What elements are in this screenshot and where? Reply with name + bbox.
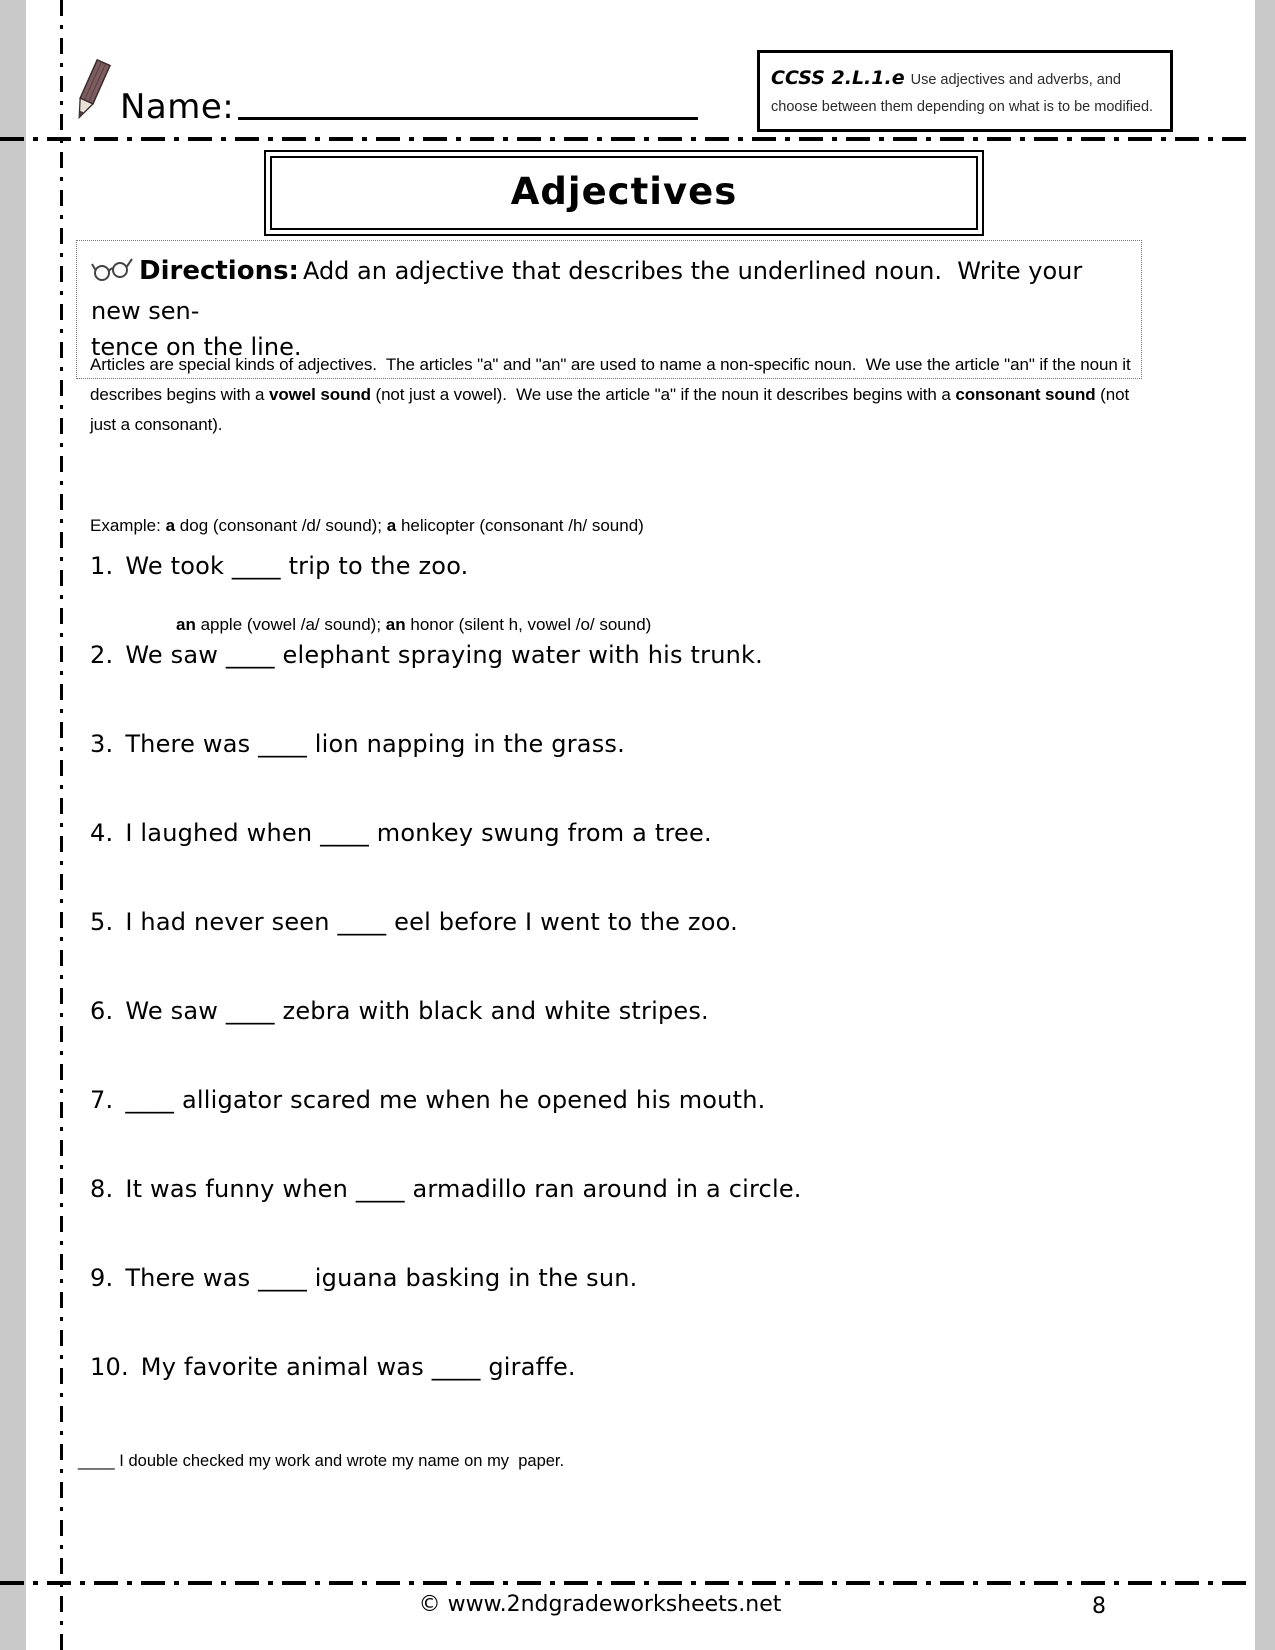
example-line-2: an apple (vowel /a/ sound); an honor (silent h, vowel /o/ sound) <box>176 614 652 634</box>
sentence-number: 8. <box>90 1175 114 1203</box>
ccss-description: Use adjectives and adverbs, and choose between them depending on what is to be modified. <box>771 72 1154 116</box>
sentence-number: 5. <box>90 908 114 936</box>
directions-label: Directions: <box>139 256 299 286</box>
sentence-number: 4. <box>90 819 114 847</box>
articles-explanation: Articles are special kinds of adjectives. The articles "a" and "an" are used to name a non-specific noun. We use the article "an" if the noun it describes begins with a vowel sound (not just a vowel). We use the article "a" if the noun it describes begins with a consonant sound (not just a consonant). <box>90 355 1136 434</box>
check-text: I double checked my work and wrote my name on my paper. <box>114 1452 565 1470</box>
sentence-text: I laughed when ____ monkey swung from a tree. <box>125 819 712 847</box>
copyright-text: © www.2ndgradeworksheets.net <box>418 1592 782 1617</box>
sentence-number: 2. <box>90 641 114 669</box>
check-blank: ____ <box>78 1452 115 1470</box>
sentence-number: 6. <box>90 997 114 1025</box>
sentence-number: 10. <box>90 1353 129 1381</box>
sentence-text: It was funny when ____ armadillo ran around in a circle. <box>125 1175 802 1203</box>
sentence-number: 9. <box>90 1264 114 1292</box>
sentence-text: My favorite animal was ____ giraffe. <box>140 1353 576 1381</box>
sentence-row-9 <box>90 1264 1170 1353</box>
sentence-number: 3. <box>90 730 114 758</box>
page-number: 8 <box>1092 1594 1106 1619</box>
sentence-number: 7. <box>90 1086 114 1114</box>
sentence-row-1 <box>90 552 1170 641</box>
example-line-1: Example: a dog (consonant /d/ sound); a helicopter (consonant /h/ sound) <box>90 516 644 536</box>
sentence-text: I had never seen ____ eel before I went to the zoo. <box>125 908 738 936</box>
page-title: Adjectives <box>510 170 738 213</box>
ccss-standard-box <box>757 50 1173 132</box>
sentence-row-5 <box>90 908 1170 997</box>
sentence-number: 1. <box>90 552 114 580</box>
eyeglasses-icon <box>91 261 133 289</box>
sentence-row-6 <box>90 997 1170 1086</box>
directions-text-line2: tence on the line. <box>91 333 302 361</box>
name-label: Name: <box>120 87 235 127</box>
bold-consonant-sound: consonant sound <box>955 384 1096 404</box>
sentence-row-8 <box>90 1175 1170 1264</box>
sentence-row-7 <box>90 1086 1170 1175</box>
sentence-text: There was ____ lion napping in the grass. <box>125 730 625 758</box>
page-edge-right <box>1255 0 1275 1650</box>
bottom-dashed-divider <box>0 1581 1252 1585</box>
sentence-text: ____ alligator scared me when he opened his mouth. <box>125 1086 766 1114</box>
sentence-row-10 <box>90 1353 1170 1442</box>
title-box <box>264 150 984 236</box>
name-section <box>68 58 698 127</box>
page-edge-left <box>0 0 26 1650</box>
left-margin-dashed-line <box>60 0 63 1650</box>
sentence-list <box>90 552 1170 1442</box>
sentence-text: We saw ____ elephant spraying water with his trunk. <box>125 641 763 669</box>
ccss-code: CCSS 2.L.1.e <box>771 67 905 89</box>
sentence-text: We took ____ trip to the zoo. <box>125 552 469 580</box>
sentence-row-4 <box>90 819 1170 908</box>
sentence-row-3 <box>90 730 1170 819</box>
sentence-row-2 <box>90 641 1170 730</box>
name-blank-line <box>238 116 698 120</box>
pencil-icon <box>68 58 114 128</box>
top-dashed-divider <box>0 137 1252 141</box>
sentence-text: There was ____ iguana basking in the sun. <box>125 1264 638 1292</box>
sentence-text: We saw ____ zebra with black and white stripes. <box>125 997 709 1025</box>
directions-text-line1: Add an adjective that describes the underlined noun. Write your new sen- <box>91 257 1090 325</box>
bold-vowel-sound: vowel sound <box>269 384 371 404</box>
self-check-line <box>78 1452 564 1471</box>
